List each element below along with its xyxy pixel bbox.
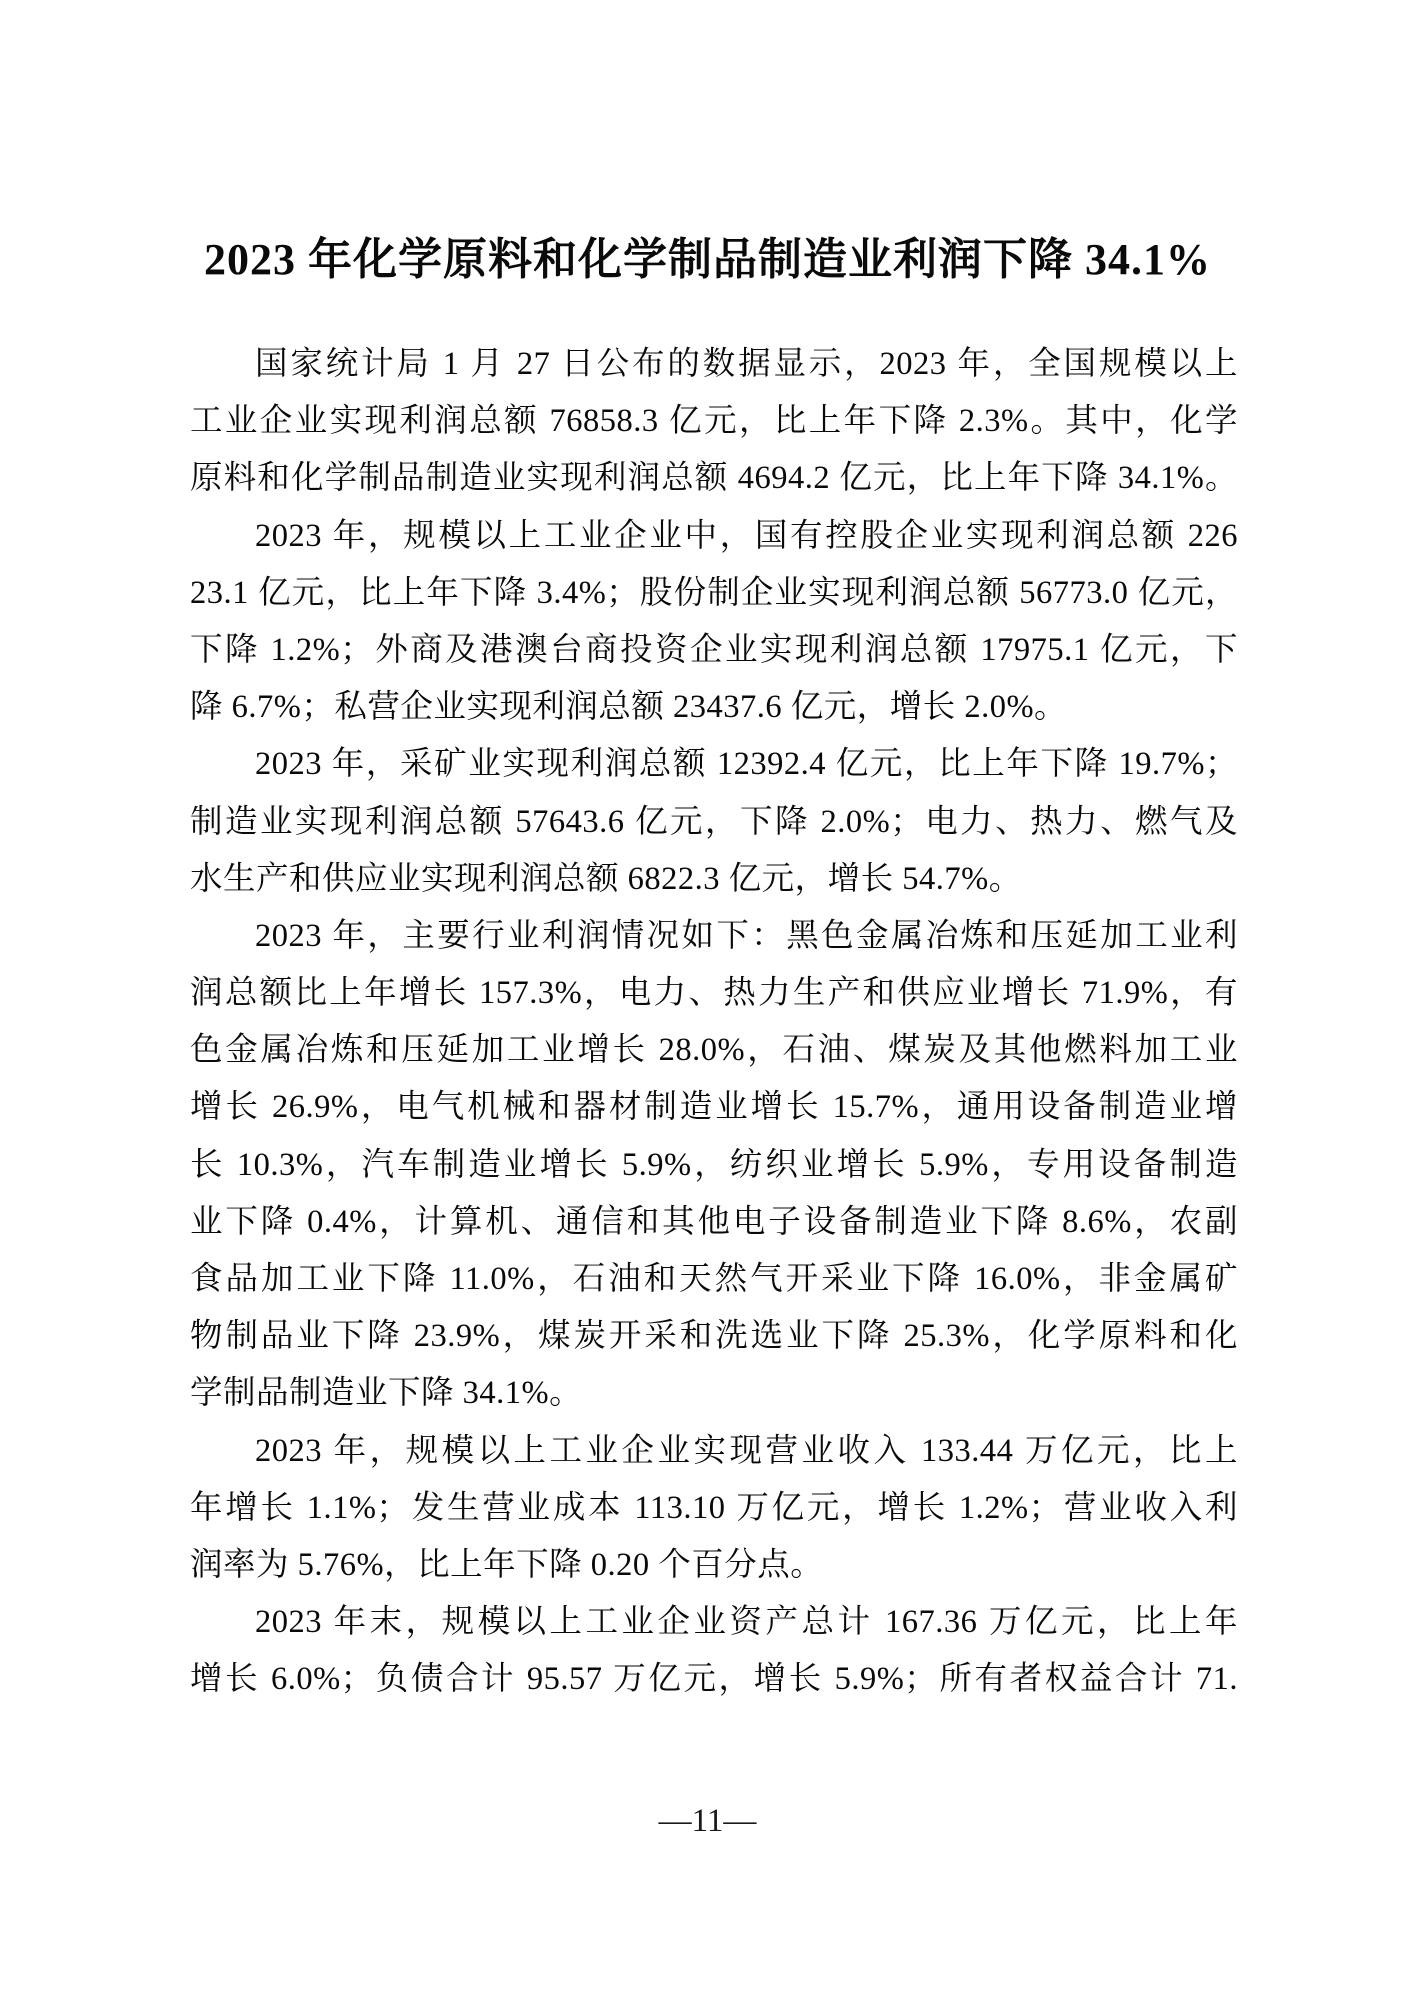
- body-line: 2023 年，主要行业利润情况如下：黑色金属冶炼和压延加工业利: [255, 917, 1238, 954]
- body-line: 下降 1.2%；外商及港澳台商投资企业实现利润总额 17975.1 亿元，下: [190, 631, 1238, 668]
- paragraph-3: [190, 736, 1238, 908]
- body-line: 食品加工业下降 11.0%，石油和天然气开采业下降 16.0%，非金属矿: [190, 1261, 1238, 1297]
- body-line: 国家统计局 1 月 27 日公布的数据显示，2023 年，全国规模以上: [255, 346, 1238, 382]
- paragraph-6: [190, 1594, 1238, 1708]
- body-line: 降 6.7%；私营企业实现利润总额 23437.6 亿元，增长 2.0%。: [190, 689, 1068, 726]
- body-line: 原料和化学制品制造业实现利润总额 4694.2 亿元，比上年下降 34.1%。: [190, 460, 1238, 497]
- body-line: 物制品业下降 23.9%，煤炭开采和洗选业下降 25.3%，化学原料和化: [190, 1318, 1238, 1355]
- paragraph-5: [190, 1423, 1238, 1595]
- body-line: 年增长 1.1%；发生营业成本 113.10 万亿元，增长 1.2%；营业收入利: [190, 1489, 1238, 1526]
- body-line: 2023 年，规模以上工业企业实现营业收入 133.44 万亿元，比上: [255, 1432, 1238, 1469]
- paragraph-4: [190, 908, 1238, 1423]
- body-line: 润率为 5.76%，比上年下降 0.20 个百分点。: [190, 1546, 824, 1583]
- body-line: 学制品制造业下降 34.1%。: [190, 1375, 583, 1412]
- body-line: 增长 26.9%，电气机械和器材制造业增长 15.7%，通用设备制造业增: [190, 1089, 1238, 1126]
- body-line: 2023 年末，规模以上工业企业资产总计 167.36 万亿元，比上年: [255, 1604, 1238, 1641]
- document-body: [190, 336, 1238, 1709]
- body-line: 长 10.3%，汽车制造业增长 5.9%，纺织业增长 5.9%，专用设备制造: [190, 1146, 1238, 1183]
- body-line: 增长 6.0%；负债合计 95.57 万亿元，增长 5.9%；所有者权益合计 71.: [190, 1661, 1238, 1698]
- body-line: 2023 年，规模以上工业企业中，国有控股企业实现利润总额 226: [255, 517, 1238, 554]
- paragraph-1: [190, 336, 1238, 508]
- body-line: 色金属冶炼和压延加工业增长 28.0%，石油、煤炭及其他燃料加工业: [190, 1032, 1238, 1069]
- body-line: 制造业实现利润总额 57643.6 亿元，下降 2.0%；电力、热力、燃气及: [190, 803, 1238, 840]
- body-line: 23.1 亿元，比上年下降 3.4%；股份制企业实现利润总额 56773.0 亿元，: [190, 574, 1238, 611]
- paragraph-2: [190, 508, 1238, 737]
- document-title: 2023 年化学原料和化学制品制造业利润下降 34.1%: [204, 235, 1211, 284]
- body-line: 业下降 0.4%，计算机、通信和其他电子设备制造业下降 8.6%，农副: [190, 1203, 1238, 1240]
- body-line: 工业企业实现利润总额 76858.3 亿元，比上年下降 2.3%。其中，化学: [190, 403, 1238, 440]
- page-number: —11—: [658, 1803, 757, 1839]
- body-line: 2023 年，采矿业实现利润总额 12392.4 亿元，比上年下降 19.7%；: [255, 746, 1238, 783]
- body-line: 水生产和供应业实现利润总额 6822.3 亿元，增长 54.7%。: [190, 860, 1022, 897]
- body-line: 润总额比上年增长 157.3%，电力、热力生产和供应业增长 71.9%，有: [190, 975, 1238, 1012]
